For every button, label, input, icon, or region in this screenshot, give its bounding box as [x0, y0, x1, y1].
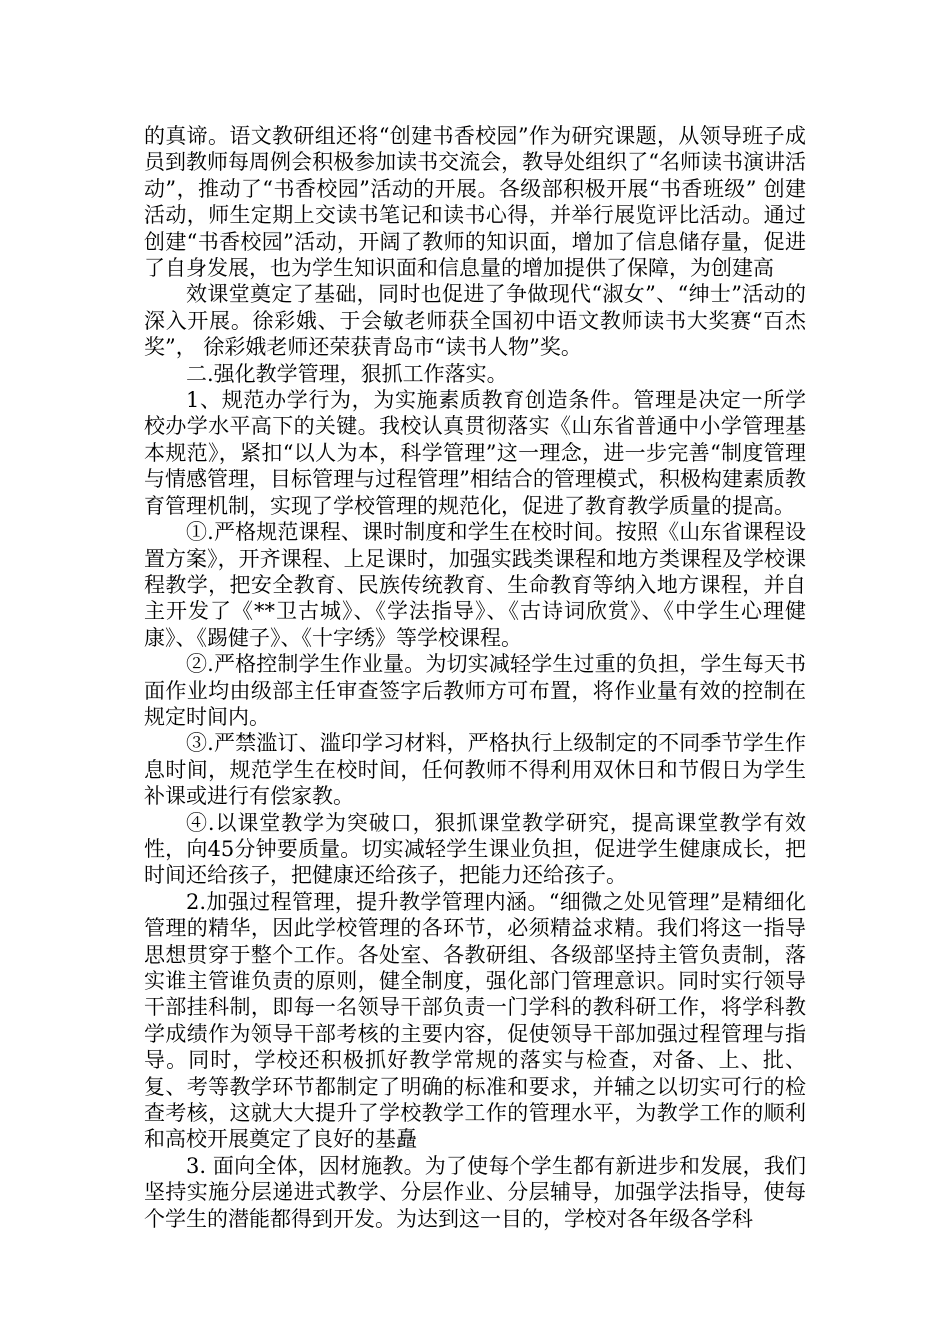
paragraph-8: ④.以课堂教学为突破口，狠抓课堂教学研究，提高课堂教学有效性，向45分钟要质量。切实减轻学生课业负担，促进学生健康成长，把时间还给孩子，把健康还给孩子，把能力还给孩子。 [144, 810, 806, 888]
paragraph-6: ②.严格控制学生作业量。为切实减轻学生过重的负担，学生每天书面作业均由级部主任审查签字后教师方可布置，将作业量有效的控制在规定时间内。 [144, 652, 806, 729]
paragraph-9: 2.加强过程管理，提升教学管理内涵。“细微之处见管理”是精细化管理的精华，因此学校管理的各环节，必须精益求精。我们将这一指导思想贯穿于整个工作。各处室、各教研组、各级部坚持主管负责制，落实谁主管谁负责的原则，健全制度，强化部门管理意识。同时实行领导干部挂科制，即每一名领导干部负责一门学科的教科研工作，将学科教学成绩作为领导干部考核的主要内容，促使领导干部加强过程管理与指导。同时，学校还积极抓好教学常规的落实与检查，对备、上、批、复、考等教学环节都制定了明确的标准和要求，并辅之以切实可行的检查考核，这就大大提升了学校教学工作的管理水平，为教学工作的顺利和高校开展奠定了良好的基矗 [144, 889, 806, 1152]
paragraph-5: ①.严格规范课程、课时制度和学生在校时间。按照《山东省课程设置方案》，开齐课程、上足课时，加强实践类课程和地方类课程及学校课程教学，把安全教育、民族传统教育、生命教育等纳入地方课程，并自主开发了《**卫古城》、《学法指导》、《古诗词欣赏》、《中学生心理健康》、《踢健子》、《十字绣》等学校课程。 [144, 520, 806, 650]
paragraph-2: 效课堂奠定了基础，同时也促进了争做现代“淑女”、“绅士”活动的深入开展。徐彩娥、于会敏老师获全国初中语文教师读书大奖赛“百杰奖”， 徐彩娥老师还荣获青岛市“读书人物”奖。 [144, 282, 806, 360]
section-heading-2: 二.强化教学管理，狠抓工作落实。 [186, 361, 508, 386]
document-body [144, 123, 806, 1232]
paragraph-10: 3. 面向全体，因材施教。为了使每个学生都有新进步和发展，我们坚持实施分层递进式教学、分层作业、分层辅导，加强学法指导，使每个学生的潜能都得到开发。为达到这一目的，学校对各年级各学科 [144, 1153, 806, 1231]
paragraph-4: 1、规范办学行为，为实施素质教育创造条件。管理是决定一所学校办学水平高下的关键。我校认真贯彻落实《山东省普通中小学管理基本规范》，紧扣“以人为本，科学管理”这一理念，进一步完善“制度管理与情感管理，目标管理与过程管理”相结合的管理模式，积极构建素质教育管理机制，实现了学校管理的规范化，促进了教育教学质量的提高。 [144, 388, 806, 518]
paragraph-7: ③.严禁滥订、滥印学习材料，严格执行上级制定的不同季节学生作息时间，规范学生在校时间，任何教师不得利用双休日和节假日为学生补课或进行有偿家教。 [144, 731, 806, 809]
paragraph-1: 的真谛。语文教研组还将“创建书香校园”作为研究课题，从领导班子成员到教师每周例会积极参加读书交流会，教导处组织了“名师读书演讲活动”，推动了“书香校园”活动的开展。各级部积极开展“书香班级” 创建活动，师生定期上交读书笔记和读书心得，并举行展览评比活动。通过创建“书香校园”活动，开阔了教师的知识面，增加了信息储存量，促进了自身发展，也为学生知识面和信息量的增加提供了保障，为创建高 [144, 124, 806, 281]
